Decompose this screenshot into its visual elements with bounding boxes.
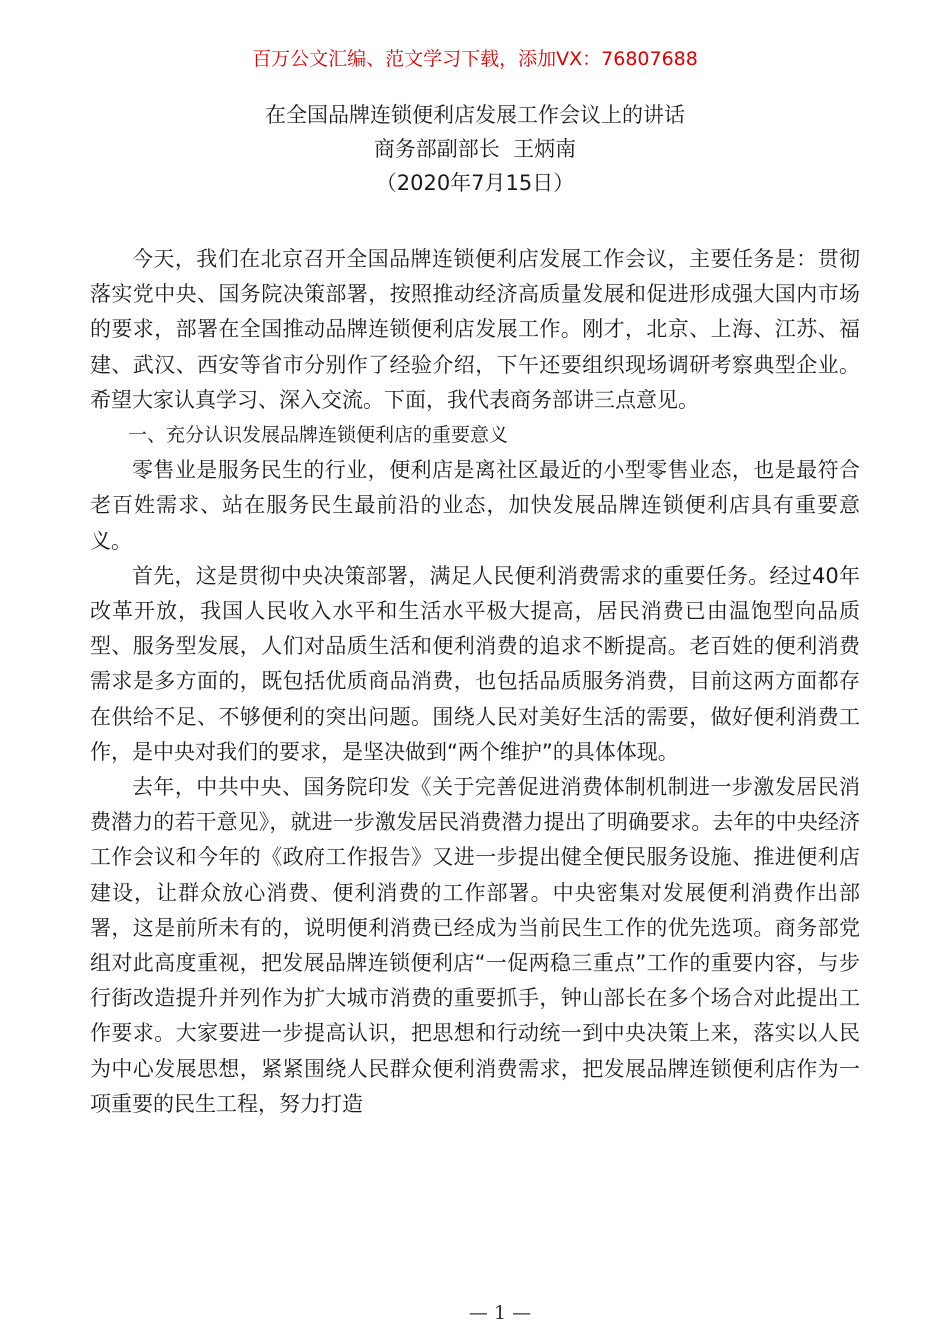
title-block [0, 98, 950, 200]
speaker-line: 商务部副部长 王炳南 [373, 137, 577, 161]
paragraph-last-year: 去年，中共中央、国务院印发《关于完善促进消费体制机制进一步激发居民消费潜力的若干意见》，就进一步激发居民消费潜力提出了明确要求。去年的中央经济工作会议和今年的《政府工作报告》又进一步提出健全便民服务设施、推进便利店建设，让群众放心消费、便利消费的工作部署。中央密集对发展便利消费作出部署，这是前所未有的，说明便利消费已经成为当前民生工作的优先选项。商务部党组对此高度重视，把发展品牌连锁便利店“一促两稳三重点”工作的重要内容，与步行街改造提升并列作为扩大城市消费的重要抓手，钟山部长在多个场合对此提出工作要求。大家要进一步提高认识，把思想和行动统一到中央决策上来，落实以人民为中心发展思想，紧紧围绕人民群众便利消费需求，把发展品牌连锁便利店作为一项重要的民生工程，努力打造 [90, 775, 860, 1116]
page-number: — 1 — [468, 1302, 532, 1324]
speech-date: （2020年7月15日） [375, 171, 575, 195]
speech-body [90, 242, 860, 1122]
section-heading-1: 一、充分认识发展品牌连锁便利店的重要意义 [128, 424, 509, 447]
paragraph-intro: 今天，我们在北京召开全国品牌连锁便利店发展工作会议，主要任务是：贯彻落实党中央、国务院决策部署，按照推动经济高质量发展和促进形成强大国内市场的要求，部署在全国推动品牌连锁便利店发展工作。刚才，北京、上海、江苏、福建、武汉、西安等省市分别作了经验介绍，下午还要组织现场调研考察典型企业。希望大家认真学习、深入交流。下面，我代表商务部讲三点意见。 [90, 247, 860, 412]
speech-title: 在全国品牌连锁便利店发展工作会议上的讲话 [265, 103, 685, 127]
promo-banner: 百万公文汇编、范文学习下载，添加VX：76807688 [252, 48, 698, 70]
paragraph-retail: 零售业是服务民生的行业，便利店是离社区最近的小型零售业态，也是最符合老百姓需求、站在服务民生最前沿的业态，加快发展品牌连锁便利店具有重要意义。 [90, 458, 860, 553]
paragraph-first: 首先，这是贯彻中央决策部署，满足人民便利消费需求的重要任务。经过40年改革开放，我国人民收入水平和生活水平极大提高，居民消费已由温饱型向品质型、服务型发展，人们对品质生活和便利消费的追求不断提高。老百姓的便利消费需求是多方面的，既包括优质商品消费，也包括品质服务消费，目前这两方面都存在供给不足、不够便利的突出问题。围绕人民对美好生活的需要，做好便利消费工作，是中央对我们的要求，是坚决做到“两个维护”的具体体现。 [90, 563, 860, 764]
